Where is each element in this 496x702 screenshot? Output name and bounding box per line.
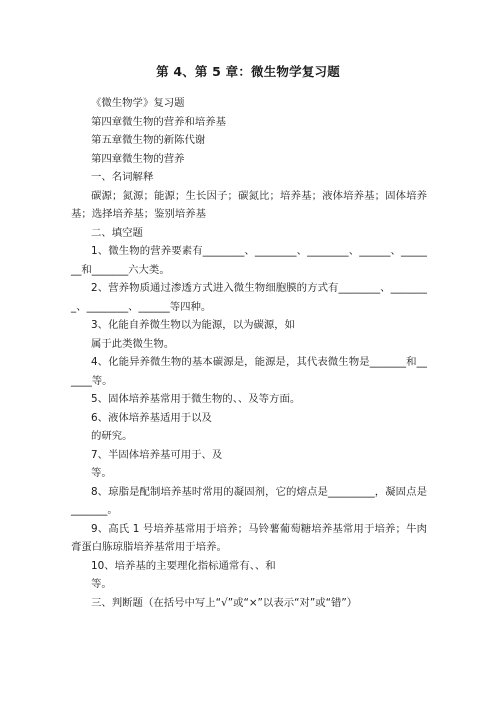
paragraph-terms-list: 碳源；氮源；能源；生长因子；碳氮比；培养基；液体培养基；固体培养基；选择培养基；鉴别培养基 (71, 189, 427, 220)
paragraph-chapter4-subheading: 第四章微生物的营养 (91, 152, 185, 165)
paragraph-chapter5-heading: 第五章微生物的新陈代谢 (91, 134, 206, 146)
question-6-continued: 的研究。 (91, 430, 133, 442)
question-9: 9、高氏 1 号培养基常用于培养；马铃薯葡萄糖培养基常用于培养；牛肉膏蛋白胨琼脂培养基常用于培养。 (71, 522, 427, 553)
question-4: 4、化能异养微生物的基本碳源是，能源是，其代表微生物是_______和______等。 (71, 356, 427, 387)
question-7: 7、半固体培养基可用于、及 (91, 448, 223, 461)
question-5: 5、固体培养基常用于微生物的、、及等方面。 (91, 393, 301, 405)
question-10: 10、培养基的主要理化指标通常有、、和 (91, 559, 276, 572)
document-title: 第 4、第 5 章：微生物学复习题 (156, 64, 340, 79)
question-7-continued: 等。 (91, 467, 112, 479)
section-heading-terms: 一、名词解释 (91, 171, 154, 183)
paragraph-book-title: 《微生物学》复习题 (91, 97, 185, 109)
question-3-continued: 属于此类微生物。 (91, 337, 175, 350)
question-8: 8、琼脂是配制培养基时常用的凝固剂，它的熔点是_________，凝固点是_______。 (71, 485, 427, 516)
section-heading-fill-blank: 二、填空题 (91, 226, 143, 239)
question-10-continued: 等。 (91, 578, 112, 590)
question-2: 2、营养物质通过渗透方式进入微生物细胞膜的方式有________、________、________、______等四种。 (71, 282, 427, 313)
document-body (71, 94, 427, 612)
section-heading-true-false: 三、判断题（在括号中写上“√”或“×”以表示“对”或“错”） (91, 596, 358, 609)
question-6: 6、液体培养基适用于以及 (91, 411, 212, 424)
paragraph-chapter4-heading: 第四章微生物的营养和培养基 (91, 115, 227, 128)
question-3: 3、化能自养微生物以为能源，以为碳源，如 (91, 319, 296, 331)
question-1: 1、微生物的营养要素有________、________、________、______、_______和_______六大类。 (71, 245, 427, 276)
